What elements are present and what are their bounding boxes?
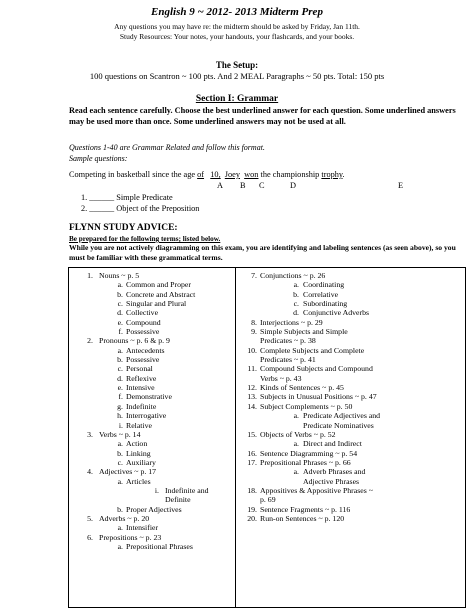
term-item [237,392,465,401]
term-item [237,374,465,383]
term-item [237,336,465,345]
document-title: English 9 ~ 2012- 2013 Midterm Prep [151,6,323,18]
term-label: Personal [126,364,153,374]
term-item [237,318,465,327]
term-marker: a. [117,280,123,290]
term-label: Adjective Phrases [303,476,360,486]
term-label: Predicates ~ p. 38 [260,336,316,346]
term-item [69,449,234,458]
terms-right-column [237,271,465,523]
term-label: Adjectives ~ p. 17 [99,467,157,477]
letter-c: C [259,181,265,190]
term-label: Compound [126,317,161,327]
term-label: Conjunctions ~ p. 26 [260,271,326,280]
sentence-text: the championship [258,170,322,179]
term-marker: 10. [247,345,257,355]
term-label: Sentence Fragments ~ p. 116 [260,504,351,514]
term-label: Predicate Nominatives [303,420,374,430]
term-marker: 18. [247,485,257,495]
underline-b: 10, [210,170,221,179]
term-marker: f. [118,327,123,337]
term-marker: b. [293,289,299,299]
term-item [69,327,234,336]
term-item [69,421,234,430]
term-marker: i. [154,485,159,495]
term-marker: a. [117,476,123,486]
term-marker: h. [117,411,123,421]
column-divider [235,268,236,607]
term-label: Correlative [303,289,339,299]
term-item [237,327,465,336]
term-item [69,467,234,476]
term-marker: e. [117,317,123,327]
term-item [69,402,234,411]
term-item [69,392,234,401]
term-label: Pronouns ~ p. 6 & p. 9 [99,336,170,346]
term-item [69,411,234,420]
term-marker: 6. [87,532,93,542]
term-label: Intensifier [126,523,159,533]
term-label: Conjunctive Adverbs [303,308,370,318]
term-marker: 3. [87,429,93,439]
term-item [237,346,465,355]
term-item [69,495,234,504]
term-label: Reflexive [126,373,157,383]
term-item [69,439,234,448]
term-label: Appositives & Appositive Phrases ~ [260,485,373,495]
term-item [237,439,465,448]
term-label: Definite [165,495,191,505]
term-label: Intensive [126,383,155,393]
term-label: Predicates ~ p. 41 [260,355,316,365]
term-marker: f. [118,392,123,402]
term-marker: i. [118,420,123,430]
term-item [69,355,234,364]
term-label: Simple Subjects and Simple [260,327,348,337]
term-label: Singular and Plural [126,299,187,309]
term-label: Demonstrative [126,392,172,402]
term-marker: 16. [247,448,257,458]
term-marker: 17. [247,457,257,467]
term-item [237,290,465,299]
term-item [69,336,234,345]
term-label: Objects of Verbs ~ p. 52 [260,429,336,439]
term-marker: a. [117,345,123,355]
term-label: Indefinite [126,401,157,411]
term-item [69,346,234,355]
term-item [69,383,234,392]
term-label: Adverb Phrases and [303,467,366,477]
term-item [69,505,234,514]
term-item [237,271,465,280]
term-marker: b. [117,355,123,365]
term-item [69,280,234,289]
term-item [237,505,465,514]
term-label: Proper Adjectives [126,504,182,514]
setup-text: 100 questions on Scantron ~ 100 pts. And 2 MEAL Paragraphs ~ 50 pts. Total: 150 pts [89,71,385,81]
term-marker: 9. [251,327,257,337]
term-item [237,364,465,373]
term-marker: 8. [251,317,257,327]
terms-table [68,267,466,608]
term-marker: 7. [251,271,257,280]
terms-left-column [69,271,234,551]
term-marker: 4. [87,467,93,477]
term-marker: c. [117,364,123,374]
letter-d: D [290,181,296,190]
term-item [237,411,465,420]
letter-e: E [398,181,404,190]
term-label: Concrete and Abstract [126,289,196,299]
term-item [237,308,465,317]
term-item [237,402,465,411]
term-marker: 11. [247,364,257,374]
term-marker: 5. [87,513,93,523]
term-item [69,318,234,327]
term-item [69,533,234,542]
term-item [69,458,234,467]
term-label: Subject Complements ~ p. 50 [260,401,353,411]
term-label: Action [126,439,148,449]
term-marker: d. [117,373,123,383]
term-item [237,458,465,467]
term-label: Common and Proper [126,280,191,290]
term-label: Articles [126,476,151,486]
term-label: Auxiliary [126,457,156,467]
term-item [69,542,234,551]
term-label: Direct and Indirect [303,439,362,449]
term-label: Verbs ~ p. 43 [260,373,302,383]
sentence-text: . [342,170,345,179]
term-label: Prepositions ~ p. 23 [99,532,162,542]
term-item [69,374,234,383]
term-marker: a. [293,467,299,477]
format-note-line2: Sample questions: [69,154,128,163]
term-item [237,355,465,364]
sample-answer-1: 1. ______ Simple Predicate [81,193,173,202]
questions-note: Any questions you may have re: the midterm should be asked by Friday, Jan 11th. [114,22,360,31]
term-marker: 12. [247,383,257,393]
term-item [237,421,465,430]
term-item [69,430,234,439]
term-label: Verbs ~ p. 14 [99,429,141,439]
term-item [69,271,234,280]
term-item [237,495,465,504]
setup-heading: The Setup: [215,60,259,70]
term-label: Interjections ~ p. 29 [260,317,323,327]
term-marker: b. [117,448,123,458]
term-label: Relative [126,420,152,430]
term-marker: 19. [247,504,257,514]
term-item [69,477,234,486]
term-item [69,308,234,317]
term-label: Predicate Adjectives and [303,411,381,421]
term-label: Interrogative [126,411,167,421]
term-marker: c. [293,299,299,309]
term-marker: d. [293,308,299,318]
term-item [69,364,234,373]
term-marker: c. [117,457,123,467]
term-marker: 14. [247,401,257,411]
term-label: p. 69 [260,495,276,505]
term-label: Compound Subjects and Compound [260,364,373,374]
term-label: Subordinating [303,299,348,309]
sample-sentence [69,170,345,179]
term-marker: 1. [87,271,93,280]
term-item [237,467,465,476]
term-label: Linking [126,448,151,458]
term-item [69,523,234,532]
term-label: Adverbs ~ p. 20 [99,513,150,523]
term-marker: 15. [247,429,257,439]
term-item [69,290,234,299]
term-item [69,514,234,523]
format-note [69,142,469,164]
letter-a: A [217,181,223,190]
term-item [237,430,465,439]
term-label: Antecedents [126,345,165,355]
underline-a: of [197,170,205,179]
term-marker: a. [117,439,123,449]
term-label: Nouns ~ p. 5 [99,271,140,280]
term-marker: b. [117,289,123,299]
term-item [69,299,234,308]
term-label: Kinds of Sentences ~ p. 45 [260,383,344,393]
sentence-text: Competing in basketball since the age [69,170,198,179]
term-marker: a. [293,280,299,290]
term-item [237,280,465,289]
term-marker: b. [117,504,123,514]
term-marker: a. [117,541,123,551]
term-item [237,299,465,308]
term-item [237,449,465,458]
section-instructions: Read each sentence carefully. Choose the best underlined answer for each question. Some underlined answers may be used more than once. Some underlined answers may not be used at all. [69,106,456,126]
prep-note: Be prepared for the following terms; listed below. [69,235,221,243]
term-marker: c. [117,299,123,309]
term-marker: a. [293,411,299,421]
term-marker: 13. [247,392,257,402]
term-label: Prepositional Phrases [126,541,193,551]
term-marker: g. [117,401,123,411]
letter-b: B [240,181,246,190]
term-item [237,486,465,495]
term-label: Indefinite and [165,485,209,495]
term-item [69,486,234,495]
term-marker: 2. [87,336,93,346]
term-label: Sentence Diagramming ~ p. 54 [260,448,358,458]
term-label: Complete Subjects and Complete [260,345,365,355]
term-label: Run-on Sentences ~ p. 120 [260,513,345,523]
underline-d: won [244,170,259,179]
underline-e: trophy [321,170,343,179]
underline-c: Joey [224,170,241,179]
term-item [237,514,465,523]
term-label: Prepositional Phrases ~ p. 66 [260,457,351,467]
section-grammar-heading: Section I: Grammar [195,94,279,104]
term-label: Possessive [126,355,160,365]
term-item [237,477,465,486]
term-marker: a. [117,523,123,533]
term-label: Collective [126,308,159,318]
term-label: Subjects in Unusual Positions ~ p. 47 [260,392,377,402]
flynn-heading: FLYNN STUDY ADVICE: [69,223,178,233]
format-note-line1: Questions 1-40 are Grammar Related and follow this format. [69,143,265,152]
study-resources: Study Resources: Your notes, your handouts, your flashcards, and your books. [119,32,355,41]
term-label: Possessive [126,327,160,337]
term-marker: e. [117,383,123,393]
term-item [237,383,465,392]
sample-answer-2: 2. ______ Object of the Preposition [81,204,200,213]
term-marker: 20. [247,513,257,523]
term-marker: a. [293,439,299,449]
term-marker: d. [117,308,123,318]
term-label: Coordinating [303,280,345,290]
prep-explanation: While you are not actively diagramming on this exam, you are identifying and labeling sentences (as seen above), so you must be familiar with these grammatical terms. [69,243,456,262]
